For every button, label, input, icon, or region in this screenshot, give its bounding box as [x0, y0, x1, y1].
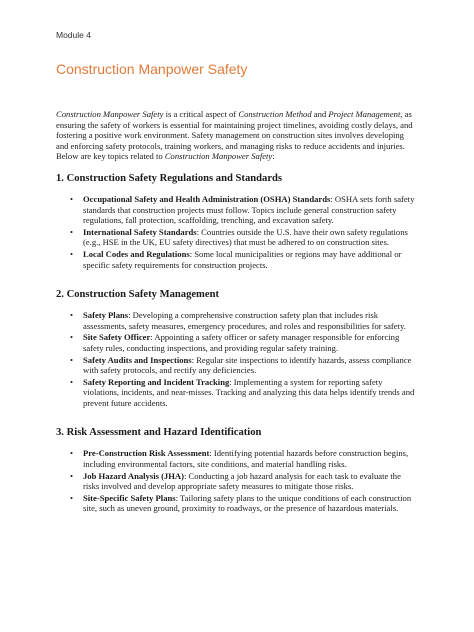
item-text: : Tailoring safety plans to the unique conditions of each construction site, such as uneven ground, proximity to roadways, or the presence of hazardous materials. — [83, 492, 412, 514]
list-item — [70, 376, 418, 409]
item-text: : Identifying potential hazards before construction begins, including environmental factors, site conditions, and material handling risks. — [83, 448, 409, 470]
bullet-icon: • — [70, 248, 74, 259]
bullet-icon: • — [70, 354, 74, 365]
item-term: Safety Audits and Inspections — [83, 354, 192, 365]
list-item — [70, 193, 418, 226]
item-text: : Conducting a job hazard analysis for each task to evaluate the risks involved and develop appropriate safety measures to mitigate those risks. — [83, 470, 401, 492]
bullet-icon: • — [70, 492, 74, 503]
item-term: Pre-Construction Risk Assessment — [83, 448, 210, 459]
item-text: : OSHA sets forth safety standards that construction projects must follow. Topics include general construction safety regulations, fall protection, scaffolding, trenching, and excavation safety. — [83, 193, 415, 226]
list-item — [70, 332, 418, 353]
list-item — [70, 448, 418, 470]
section-heading: 3. Risk Assessment and Hazard Identification — [56, 427, 262, 439]
intro-emphasis: Construction Manpower Safety — [164, 151, 273, 162]
item-term: Safety Plans — [83, 310, 129, 321]
bullet-icon: • — [70, 376, 74, 387]
section-heading: 2. Construction Safety Management — [56, 289, 220, 301]
item-term: International Safety Standards — [83, 226, 197, 237]
list-item — [70, 310, 418, 331]
item-text: : Regular site inspections to identify hazards, assess compliance with safety protocols, and rectify any deficiencies. — [83, 354, 412, 376]
intro-emphasis: Project Management — [328, 109, 401, 119]
bullet-icon: • — [70, 193, 74, 204]
section-list — [56, 448, 418, 514]
section-heading: 1. Construction Safety Regulations and Standards — [56, 172, 283, 184]
intro-paragraph — [56, 109, 418, 162]
list-item — [70, 470, 418, 492]
bullet-icon: • — [70, 226, 74, 237]
item-term: Job Hazard Analysis (JHA) — [83, 470, 184, 481]
item-text: : Implementing a system for reporting safety violations, incidents, and near-misses. Tracking and analyzing this data helps identify trends and prevent future accidents. — [83, 376, 415, 408]
intro-emphasis: Construction Manpower Safety — [56, 109, 164, 119]
document-title: Construction Manpower Safety — [56, 61, 248, 77]
intro-text: is a critical aspect of — [163, 109, 239, 119]
section-list — [56, 194, 418, 270]
list-item — [70, 248, 418, 270]
section-list — [56, 310, 418, 408]
list-item — [70, 226, 418, 248]
intro-text: : — [272, 151, 275, 162]
item-text: : Some local municipalities or regions may have additional or specific safety requirements for construction projects. — [83, 248, 402, 270]
item-term: Site Safety Officer — [83, 332, 151, 343]
item-term: Site-Specific Safety Plans — [83, 492, 176, 503]
module-label: Module 4 — [56, 30, 91, 40]
list-item — [70, 492, 418, 514]
item-term: Occupational Safety and Health Administration (OSHA) Standards — [83, 193, 331, 204]
list-item — [70, 354, 418, 376]
intro-text: , as ensuring the safety of workers is essential for maintaining project timelines, avoiding costly delays, and fostering a positive work environment. Safety management on construction sites involves developing and enforcing safety protocols, training workers, and managing risks to reduce accidents and injuries. Below are key topics related to — [56, 109, 413, 162]
item-text: : Appointing a safety officer or safety manager responsible for enforcing safety rules, conducting inspections, and providing regular safety training. — [83, 332, 400, 353]
bullet-icon: • — [70, 332, 74, 343]
bullet-icon: • — [70, 470, 74, 481]
bullet-icon: • — [70, 310, 74, 321]
item-text: : Developing a comprehensive construction safety plan that includes risk assessments, safety measures, emergency procedures, and roles and responsibilities for safety. — [83, 310, 406, 331]
item-term: Local Codes and Regulations — [83, 248, 190, 259]
intro-text: and — [311, 109, 329, 119]
bullet-icon: • — [70, 448, 74, 459]
intro-emphasis: Construction Method — [238, 109, 312, 119]
item-text: : Countries outside the U.S. have their own safety regulations (e.g., HSE in the UK, EU safety directives) that must be adhered to on construction sites. — [83, 226, 408, 248]
item-term: Safety Reporting and Incident Tracking — [83, 376, 230, 387]
